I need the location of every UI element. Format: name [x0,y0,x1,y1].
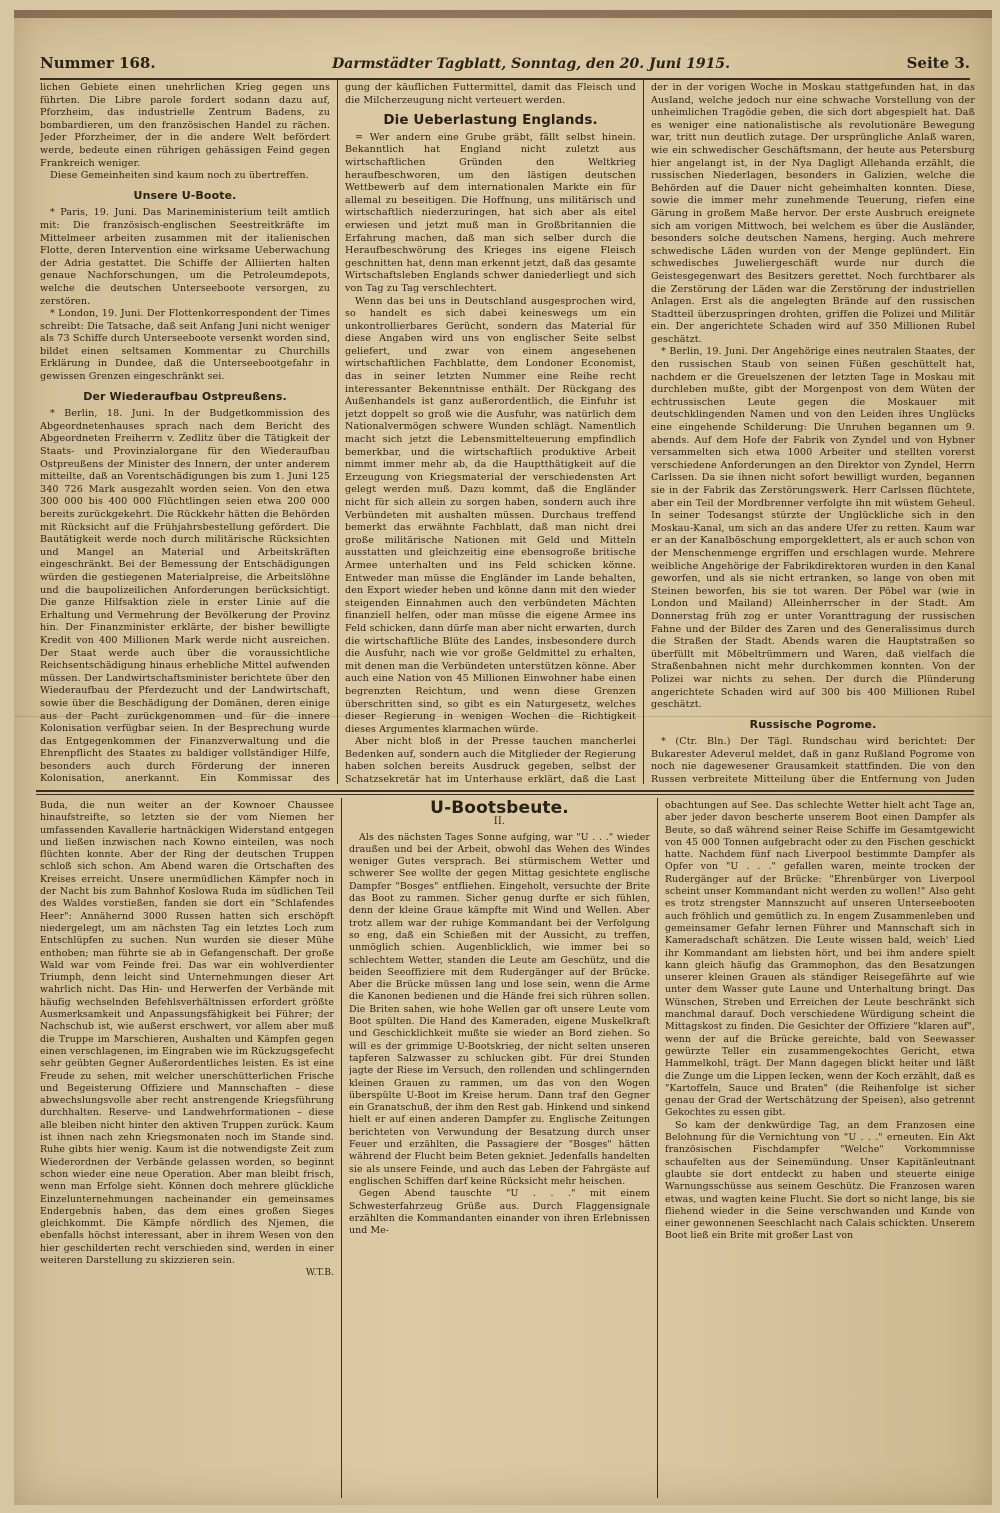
col1-paris-report: * Paris, 19. Juni. Das Marineministerium teilt amtlich mit: Die französisch-englischen Seestreitkräfte im Mittelmeer arbeiten zusammen mit der italienischen Flotte, deren Intervention eine wirksame Ueberwachung der Adria gestattet. Die Schiffe der Alliierten halten genaue Nachforschungen, um die Petroleumdepots, welche die deutschen Unterseeboote versorgen, zu zerstören. [40,207,330,307]
col3-berlin-report: * Berlin, 19. Juni. Der Angehörige eines neutralen Staates, der den russischen Staub von seinen Füßen geschüttelt hat, nachdem er die Greuelszenen der letzten Tage in Moskau mit durchleben mußte, gibt der Morgenpost von dem Wüten der echtrussischen Leute gegen die Moskauer mit deutschklingenden Namen und von den Leiden ihres Unglücks eine eingehende Schilderung: Die Unruhen begannen um 9. abends. Auf dem Hofe der Fabrik von Zyndel und von Hybner versammelten sich etwa 1000 Arbeiter und stellten vorerst verschiedene Anforderungen an den Direktor von Zyndel, Herrn Carlssen. Da sie ihnen nicht sofort bewilligt wurden, begannen sie in der Fabrik das Zerstörungswerk. Herr Carlssen flüchtete, aber ein Teil der Mordbrenner verfolgte ihn mit wüstem Geheul. In seiner Todesangst stürzte der Unglückliche sich in den Moskau-Kanal, um sich an das andere Ufer zu retten. Kaum war er an der Kanalböschung emporgeklettert, als er auch schon von der Menschenmenge ergriffen und erschlagen wurde. Mehrere weibliche Angehörige der Fabrikdirektoren wurden in den Kanal geworfen, und als sie nicht ertranken, so lange von oben mit Steinen beworfen, bis sie tot waren. Der Pöbel war (wie in London und Mailand) Alleinherrscher in der Stadt. Am Donnerstag früh zog er unter Voranttragung der russischen Fahne und der Bilder des Zaren und des Generalissimus durch die Straßen der Stadt. Abends waren die Hauptstraßen so überfüllt mit Möbeltrümmern und Waren, daß vielfach die Straßenbahnen nicht mehr durchkommen konnten. Von der Polizei war nichts zu sehen. Der durch die Plünderung angerichtete Schaden wird auf 300 bis 400 Millionen Rubel geschätzt. [651,346,975,711]
bottom-column-middle [349,800,650,1498]
col3-paragraph-1: der in der vorigen Woche in Moskau stattgefunden hat, in das Ausland, welche jedoch nur eine schwache Vorstellung von der unheimlichen Tragödie geben, die sich dort abgespielt hat. Daß es weniger eine nationalistische als revolutionäre Bewegung war, tritt nun deutlich zutage. Der ursprüngliche Anlaß waren, wie ein schwedischer Geschäftsmann, der heute aus Petersburg hier angelangt ist, in der Nya Dagligt Allehanda erzählt, die russischen Niederlagen, besonders in Galizien, welche die Behörden auf die Dauer nicht geheimhalten konnten. Diese, sowie die immer mehr zunehmende Teuerung, riefen eine Gärung in großem Maße hervor. Der erste Ausbruch ereignete sich am vorigen Mittwoch, bei welchem es über die Ausländer, besonders solche deutschen Namens, herging. Auch mehrere schwedische Läden wurden von der Menge geplündert. Ein schwedisches Juweliergeschäft wurde nur durch die Geistesgegenwart des Besitzers gerettet. Noch furchtbarer als die Zerstörung der Läden war die Zerstörung der industriellen Anlagen. Erst als die angelegten Brände auf den russischen Stadtteil überzuspringen drohten, griffen die Polizei und Militär ein. Der angerichtete Schaden wird auf 350 Millionen Rubel geschätzt. [651,82,975,345]
col2-paragraph-1: = Wer andern eine Grube gräbt, fällt selbst hinein. Bekanntlich hat England nicht zuletzt aus wirtschaftlichen Gründen den Weltkrieg heraufbeschworen, um den lästigen deutschen Wettbewerb auf dem internationalen Markte ein für allemal zu beseitigen. Die Hoffnung, uns militärisch und wirtschaftlich niederzuringen, hat sich aber als eitel erwiesen und jetzt muß man in Großbritannien die Erfahrung machen, daß man sich selber durch die Heraufbeschwörung des Krieges ins eigene Fleisch geschnitten hat, denn man erkennt jetzt, daß das gesamte Wirtschaftsleben Englands schwer daniederliegt und sich von Tag zu Tag verschlechtert. [345,131,636,294]
section-separator [36,790,974,792]
feuilleton-title: U-Bootsbeute. [430,800,569,818]
bottom-left-paragraph: Buda, die nun weiter an der Kownoer Chaussee hinaufstreifte, so letzten sie der vom Niemen her umfassenden Kavallerie hartnäckigen Widerstand entgegen und ließen inzwischen nach Kowno einteilen, was noch flüchten konnte. Aber der Ring der deutschen Truppen schloß sich schon. Am Abend waren die Ortschaften des Kreises erreicht. Unsere unermüdlichen Kämpfer noch in der Nacht bis zum Bahnhof Koslowa Ruda im südlichen Teil des Waldes vorstießen, fanden sie dort ein "Schlafendes Heer": Annähernd 3000 Russen hatten sich erschöpft niedergelegt, um am nächsten Tag ein letztes Loch zum Entschlüpfen zu suchen. Nun wurden sie dieser Mühe enthoben; man führte sie ab in Gefangenschaft. Der große Wald war vom Feinde frei. Das war ein wohlverdienter Triumph, denn leicht sind Unternehmungen dieser Art wahrlich nicht. Das Hin- und Herwerfen der Verbände mit häufig wechselnden Befehlsverhältnissen erfordert größte Ausmerksamkeit und Anpassungsfähigkeit bei Führer; der Nachschub ist, wie außerst erschwert, vor allem aber muß die Truppe im Marschieren, Aushalten und Kämpfen gegen einen verschlagenen, im Eingraben wie im Rückzugsgefecht sehr geübten Gegner Außerordentliches leisten. Es ist eine Freude zu sehen, mit welcher unerschütterlichen Frische und Begeisterung Offiziere und Mannschaften – diese abwechslungsvolle aber recht anstrengende Kriegsführung durchhalten. Reserve- und Landwehrformationen – diese alle bleiben nicht hinter den aktiven Truppen zurück. Kaum ist ihnen nach zehn Kriegsmonaten noch im Stande sind. Ruhe gibts hier wenig. Kaum ist die notwendigste Zeit zum Wiederordnen der Verbände gelassen worden, so beginnt schon wieder eine neue Operation. Aber man bleibt frisch, wenn man Erfolge sieht. Können doch mehrere glückliche Einzelunternehmungen nacheinander ein gemeinsames Endergebnis haben, das dem eines großen Sieges gleichkommt. Die Kämpfe nördlich des Njemen, die ebenfalls höchst interessant, aber in ihrem Wesen von den hier geschilderten recht verschieden sind, werden in einer weiteren Darstellung zu skizzieren sein. [40,800,334,1266]
bottom-right-paragraph-1: obachtungen auf See. Das schlechte Wetter hielt acht Tage an, aber jeder davon bescherte unserem Boot einen Dampfer als Beute, so daß während seiner Reise Schiffe im Gesamtgewicht von 45 000 Tonnen aufgebracht oder zu den Fischen geschickt hatte. Nachdem fünf nach Liverpool bestimmte Dampfer als Opfer von "U . . ." gefallen waren, meinte trocken der Rudergänger auf der Brücke: "Ehrenbürger von Liverpool scheint unser Kommandant nicht werden zu wollen!" Also geht es trotz strengster Mannszucht auf unseren Unterseebooten auch fröhlich und gemütlich zu. In engem Zusammenleben und gemeinsamer Gefahr lernen Führer und Mannschaft sich in Kameradschaft schätzen. Die Leute wissen bald, weich' Lied ihr Kommandant am liebsten hört, und bei ihm andere spielt kann gleich häufig das Grammophon, das den Besatzungen unserer kleinen Grauen als ständiger Reisegefährte auf wie unter dem Wasser gute Laune und Unterhaltung bringt. Das Wünschen, Streben und Erreichen der Leute beschränkt sich manchmal darauf. Doch verschiedene Würdigung scheint die Mittagskost zu finden. Die Gesichter der Offiziere "klaren auf", wenn der auf die Brücke gereichte, bald von Seewasser gewürzte Teller ein zusammengekochtes Gericht, etwa Hammelkohl, trägt. Der Mann dagegen blickt heiter und läßt die Zunge um die Lippen lecken, wenn der Koch erzählt, daß es "Kartoffeln, Sauce und Braten" (die Reihenfolge ist sicher genau der Grad der Wertschätzung der Speisen), also getrennt Gekochtes zu essen gibt. [665,800,975,1119]
heading-russische-pogrome: Russische Pogrome. [749,717,877,731]
col1-berlin-report: * Berlin, 18. Juni. In der Budgetkommission des Abgeordnetenhauses sprach nach dem Bericht des Abgeordneten Freiherrn v. Zedlitz über die Tätigkeit der Staats- und Provinzialorgane für den Wiederaufbau Ostpreußens der Minister des Innern, der unter anderem mitteilte, daß an Vorentschädigungen bis zum 1. Juni 125 340 726 Mark ausgezahlt worden seien. Von den etwa 300 000 bis 400 000 Flüchtlingen seien etwa 200 000 bereits zurückgekehrt. Die Rückkehr hätten die Behörden mit Rücksicht auf die Frühjahrsbestellung gefördert. Die Bautätigkeit werde noch durch militärische Rücksichten und Mangel an Material und Arbeitskräften eingeschränkt. Bei der Bemessung der Entschädigungen würden die gestiegenen Materialpreise, die Arbeitslöhne und die baupolizeilichen Anforderungen berücksichtigt. Die ganze Hilfsaktion ziele in erster Linie auf die Erhaltung und Vermehrung der Bevölkerung der Provinz hin. Der Finanzminister erklärte, der bisher bewilligte Kredit von 400 Millionen Mark werde nicht ausreichen. Der Staat werde auch über die voraussichtliche Reichsentschädigung hinaus erhebliche Mittel aufwenden müssen. Der Landwirtschaftsminister berichtete über den Wiederaufbau der Pferdezucht und der Landwirtschaft, sowie über die Beschädigung der Domänen, deren einige aus der Pacht zurückgenommen und für die innere Kolonisation verfügbar seien. In der Besprechung wurde das Entgegenkommen der Finanzverwaltung und die Ehrenpflicht des Staates zu baldiger vollständiger Hilfe, besonders auch durch Förderung der inneren Kolonisation, anerkannt. Ein Kommissar des [40,408,330,784]
col2-paragraph-0: gung der käuflichen Futtermittel, damit das Fleisch und die Milcherzeugung nicht verteuert werden. [345,82,636,106]
page-number: Seite 3. [906,54,970,72]
col2-paragraph-3: Aber nicht bloß in der Presse tauchen mancherlei Bedenken auf, sondern auch die Mitglieder der Regierung haben solchen bereits Ausdruck gegeben, selbst der Schatzsekretär hat im Unterhause erklärt, daß die Last [345,736,636,784]
section-separator-thin [36,794,974,795]
bottom-column-left [40,800,334,1498]
bottom-column-right [665,800,975,1498]
heading-wiederaufbau-ostpreussens: Der Wiederaufbau Ostpreußens. [83,389,287,403]
bottom-column-rule-2 [657,798,658,1498]
column-rule-1 [337,80,338,784]
masthead-date: Darmstädter Tagblatt, Sonntag, den 20. Juni 1915. [332,56,731,72]
col1-london-report: * London, 19. Juni. Der Flottenkorrespondent der Times schreibt: Die Tatsache, daß seit Anfang Juni nicht weniger als 73 Schiffe durch Unterseeboote versenkt worden sind, bildet einen seltsamen Kommentar zu Churchills Erklärung in Dundee, daß die Unterseebootgefahr in gewissen Grenzen eingeschränkt sei. [40,308,330,383]
bottom-column-rule-1 [341,798,342,1498]
heading-unsere-u-boote: Unsere U-Boote. [133,188,237,202]
paper-fold [14,716,992,717]
col1-paragraph-2: Diese Gemeinheiten sind kaum noch zu übertreffen. [50,170,309,182]
bottom-left-signature: W.T.B. [305,1268,334,1279]
newspaper-page [14,10,992,1505]
page-header [40,54,970,80]
heading-ueberlastung-englands: Die Ueberlastung Englands. [383,112,598,129]
column-rule-2 [643,80,644,784]
col1-paragraph-1: lichen Gebiete einen unehrlichen Krieg gegen uns führten. Die Libre parole fordert sodann dazu auf, Pforzheim, das industrielle Zentrum Badens, zu bombardieren, um den französischen Handel zu rächen. Jeder Pforzheimer, der in die andere Welt befördert werde, bedeute einen rührigen gehässigen Feind gegen Frankreich weniger. [40,82,330,169]
feuilleton-part-number: II. [493,816,506,828]
bottom-right-paragraph-2: So kam der denkwürdige Tag, an dem Franzosen eine Belohnung für die Vernichtung von "U . . ." erneuten. Ein Akt französischen Fischdampfer "Welche" Vorkommnisse schaufelten aus der Seinemündung. Unser Kapitänleutnant glaubte sie dort entdeckt zu haben und steuerte einige Warnungsschüsse aus seinem Geschütz. Die Franzosen waren etwas, und wagten keine Flucht. Sie dort so nicht lange, bis sie fliehend wieder in die Seine verschwanden und Kunde von einer gewonnenen Seeschlacht nach Calais schickten. Unserem Boot ließ ein Brite mit großer Last von [665,1119,975,1242]
page-top-edge [14,10,992,18]
issue-number: Nummer 168. [40,54,156,72]
bottom-mid-paragraph-1: Als des nächsten Tages Sonne aufging, war "U . . ." wieder draußen und bei der Arbeit, obwohl das Wehen des Windes weniger Gutes versprach. Bei stürmischem Wetter und schwerer See wollte der gegen Mittag gesichtete englische Dampfer "Bosges" entfliehen. Eingeholt, versuchte der Brite das Boot zu rammen. Sicher genug durfte er sich fühlen, denn der kleine Graue kämpfte mit Wind und Wellen. Aber trotz allem war der ruhige Kommandant bei der Verfolgung so eng, daß ein Schießen mit der Aussicht, zu treffen, unmöglich schien. Augenblicklich, wie immer bei so schlechtem Wetter, standen die Leute am Geschütz, und die beiden Seeoffiziere mit dem Rudergänger auf der Brücke. Aber die Brücke müssen lang und lose sein, wenn die Arme die Kanonen bedienen und die Hände frei sich rühren sollen. Die Briten sahen, wie hohe Wellen gar oft unsere Leute vom Boot spülten. Die Hand des Kameraden, eigene Muskelkraft und Geschicklichkeit mußte sie wieder an Bord ziehen. So will es der grimmige U-Bootskrieg, der nicht selten unseren tapferen Salzwasser zu schlucken gibt. Für drei Stunden jagte der Riese im Versuch, den rollenden und schlingernden kleinen Grauen zu rammen, um das von den Wogen überspülte U-Boot im Kreise herum. Dann traf den Gegner ein Granatschuß, der ihm den Rest gab. Hinkend und sinkend hielt er auf einen anderen Dampfer zu. Englische Zeitungen berichteten von Verwundung der Besatzung durch unser Feuer und erzählten, die Passagiere der "Bosges" hätten während der Flucht beim Beten gekniet. Jedenfalls handelten sie als unsere Feinde, und auch das Leben der Fahrgäste auf englischen Schiffen darf keine Rücksicht mehr heischen. [349,831,650,1187]
column-2 [345,82,636,784]
col3-pogrom-report: * (Ctr. Bln.) Der Tägl. Rundschau wird berichtet: Der Bukarester Adeverul meldet, daß in ganz Rußland Pogrome von noch nie dagewesener Grausamkeit stattfinden. Die von den Russen verbreitete Mitteilung über die Entfernung von Juden [651,736,975,784]
col2-paragraph-2: Wenn das bei uns in Deutschland ausgesprochen wird, so handelt es sich dabei keineswegs um ein unkontrollierbares Gerücht, sondern das Material für diese Angaben wird uns von englischer Seite selbst geliefert, und zwar von einem angesehenen wirtschaftlichen Fachblatte, dem Londoner Economist, das in seiner letzten Nummer eine Reihe recht interessanter Bekenntnisse enthält. Der Rückgang des Außenhandels ist ganz außerordentlich, die Einfuhr ist jetzt doppelt so groß wie die Ausfuhr, was natürlich dem Nationalvermögen schwere Wunden schlägt. Namentlich macht sich jetzt die Lebensmittelteuerung empfindlich bemerkbar, und die wirtschaftlich produktive Arbeit nimmt immer mehr ab, da die Hauptthätigkeit auf die Erzeugung von Kriegsmaterial der verschiedensten Art gelegt werden muß. Dazu kommt, daß die Engländer nicht für sich allein zu sorgen haben, sondern auch ihre Verbündeten mit aushalten müssen. Durchaus treffend bemerkt das erwähnte Fachblatt, daß man nicht drei große militärische Nationen mit Geld und Mitteln ausstatten und gleichzeitig eine ebensogroße britische Armee unterhalten und ins Feld schicken könne. Entweder man müsse die Engländer im Lande behalten, den Export wieder heben und könne dann mit den wieder steigenden Einnahmen auch den verbündeten Mächten finanziell helfen, oder man müsse die eigene Armee ins Feld schicken, dann dürfe man aber nicht erwarten, durch die wirtschaftliche Blüte des Landes, insbesondere durch die Ausfuhr, nach wie vor große Geldmittel zu erhalten, mit denen man die Verbündeten unterstützen könne. Aber auch eine Nation von 45 Millionen Einwohner habe einen begrenzten Reichtum, und wenn diese Grenzen überschritten sind, so gibt es ein Naturgesetz, welches dieser Regierung in wenigen Wochen die Richtigkeit dieses Argumentes klarmachen würde. [345,295,636,735]
bottom-mid-paragraph-2: Gegen Abend tauschte "U . . ." mit einem Schwesterfahrzeug Grüße aus. Durch Flaggensignale erzählten die Kommandanten einander von ihren Erlebnissen und Me- [349,1188,650,1237]
column-3 [651,82,975,784]
column-1 [40,82,330,784]
